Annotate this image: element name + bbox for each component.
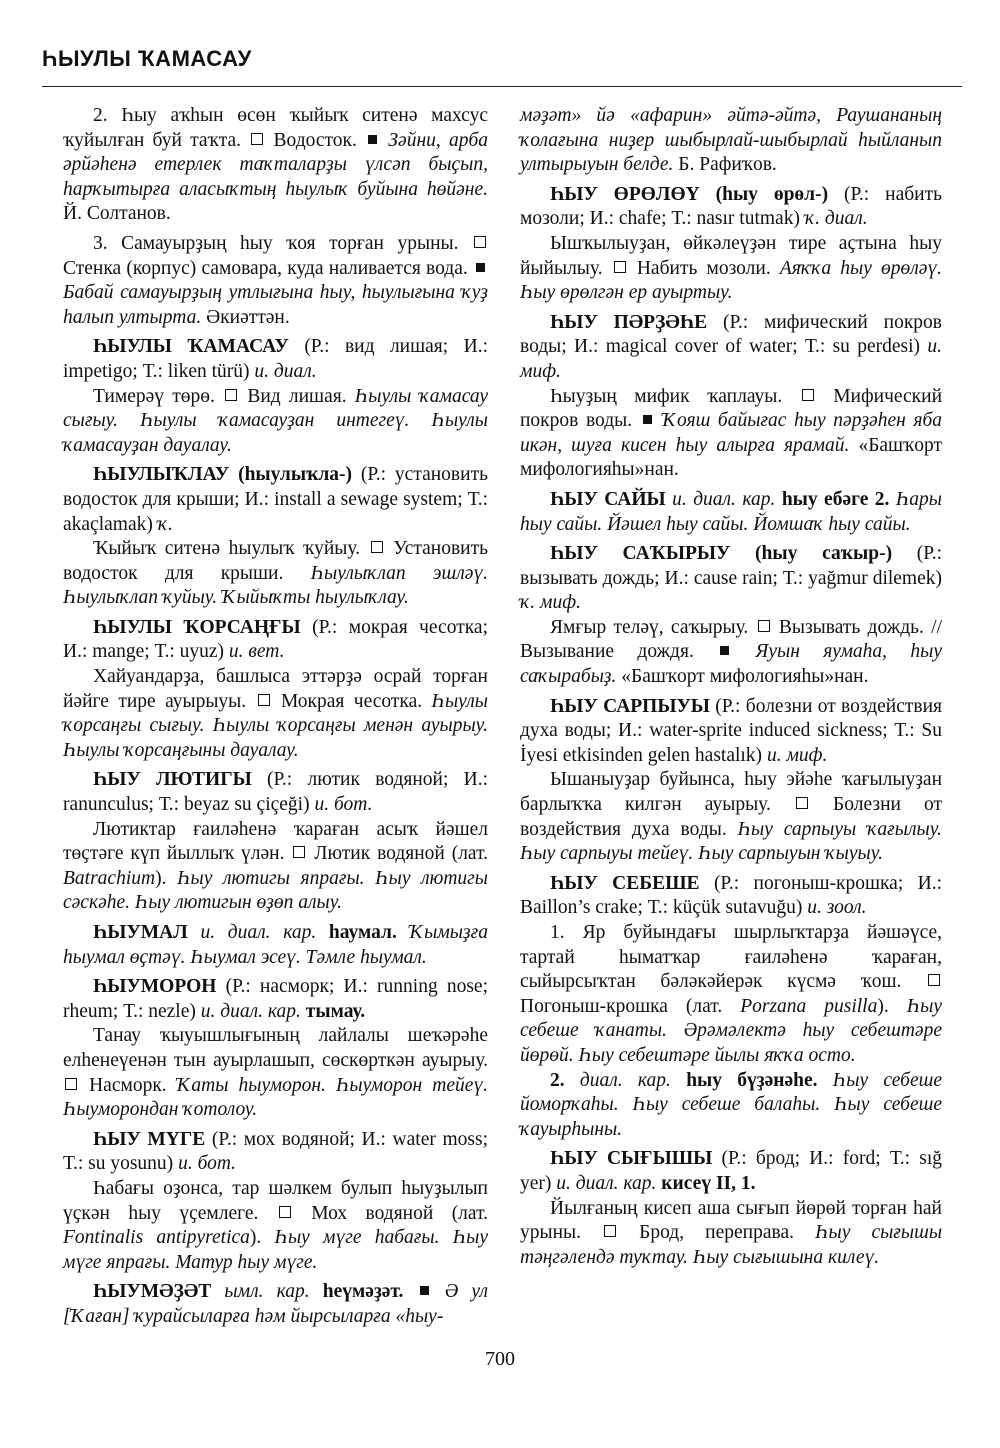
running-head: ҺЫУЛЫ ҠАМАСАУ — [42, 46, 252, 71]
entry-header: ҺЫУ СЕБЕШЕ (Р.: погоныш-крошка; И.: Baillon’s crake; Т.: küçük sutavuğu) и. зоол. — [520, 872, 942, 919]
example-marker-icon — [420, 1286, 429, 1295]
entry-header: ҺЫУ САРПЫУЫ (Р.: болезни от воздействия духа воды; И.: water-sprite induced sickness; Т.: Su İyesi etkisinden gelen hastalık) и. миф. — [520, 695, 943, 766]
russian-equivalent-icon — [371, 541, 383, 553]
entry-header: ҺЫУ ӨРӨЛӨҮ (һыу өрөл-) (Р.: набить мозоли; И.: chafe; Т.: nasır tutmak) ҡ. диал. — [520, 183, 942, 230]
headword: ҺЫУ ПӘРҘӘҺЕ — [550, 311, 708, 333]
entry-header: ҺЫУ САҠЫРЫУ (һыу саҡыр-) (Р.: вызывать дождь; И.: cause rain; Т.: yağmur dilemek) ҡ. миф. — [520, 543, 942, 614]
headword: ҺЫУЛЫ ҠОРСАҢҒЫ — [93, 616, 301, 638]
russian-equivalent-icon — [614, 261, 626, 273]
russian-equivalent-icon — [251, 133, 263, 145]
entry-body: Ҡыйыҡ ситенә һыулыҡ ҡуйыу. Установить водосток для крыши. Һыулыҡлап эшләү. Һыулыҡлап ҡуйыу. Ҡыйыҡты һыулыҡлау. — [63, 538, 489, 609]
headword: ҺЫУ СЫҒЫШЫ — [550, 1148, 713, 1170]
entry-body: Һыуҙың мифик ҡаплауы. Мифический покров воды. Ҡояш байығас һыу пәрҙәһен яба икән, шуға кисен һыу алырға ярамай. «Башҡорт мифологияһы»нан. — [520, 385, 943, 481]
russian-equivalent-icon — [758, 620, 770, 632]
right-column — [520, 104, 942, 1270]
entry-body: Ышаныуҙар буйынса, һыу эйәһе ҡағылыуҙан барлыҡҡа килгән ауырыу. Болезни от воздействия духа воды. Һыу сарпыуы ҡағылыу. Һыу сарпыуы тейеү. Һыу сарпыуын ҡыуыу. — [520, 769, 943, 865]
headword: ҺЫУМӘҘӘТ — [93, 1281, 212, 1303]
sense-paragraph: 3. Самауырҙың һыу ҡоя торған урыны. Стенка (корпус) самовара, куда наливается вода. Бабай самауырҙың утлығына һыу, һыулығына ҡуҙ һалып ултырта. Әкиәттән. — [63, 232, 488, 328]
entry-header: ҺЫУМОРОН (Р.: насморк; И.: running nose; rheum; Т.: nezle) и. диал. кар. тымау. — [63, 976, 488, 1022]
entry-body: Ямғыр теләү, саҡырыу. Вызывать дождь. // Вызывание дождя. Яуын яумаһа, һыу саҡырабыҙ. «Башҡорт мифологияһы»нан. — [520, 616, 943, 688]
entry-body: Танау ҡыуышлығының лайлалы шеҡәрәһе елһенеүенән тын ауырлашып, сөскөрткән ауырыу. Насморк. Ҡаты һыуморон. Һыуморон тейеү. Һыуморондан ҡотолоу. — [63, 1025, 489, 1121]
russian-equivalent-icon — [279, 1206, 291, 1218]
continued-citation: мәҙәт» йә «афарин» әйтә-әйтә, Раушананың ҡолағына ниҙер шыбырлай-шыбырлай һыйланып ултырыуын белде. Б. Рафиҡов. — [520, 105, 942, 176]
headword: ҺЫУ МҮГЕ — [93, 1128, 206, 1150]
headword: ҺЫУМАЛ — [93, 922, 188, 943]
russian-equivalent-icon — [928, 974, 940, 986]
entry-header: ҺЫУ САЙЫ и. диал. кар. һыу ебәге 2. Һары һыу сайы. Йәшел һыу сайы. Йомшаҡ һыу сайы. — [520, 488, 942, 535]
entry-body: Һабағы оҙонса, тар шәлкем булып һыуҙылып үҫкән һыу үҫемлеге. Мох водяной (лат. Fontinalis antipyretica). Һыу мүге һабағы. Һыу мүге япрағы. Матур һыу мүге. — [63, 1177, 489, 1273]
headword: ҺЫУ ЛЮТИГЫ — [93, 769, 252, 791]
entry-body: Йылғаның кисеп аша сығып йөрөй торған һай урыны. Брод, переправа. Һыу сығышы тәңгәлендә туҡтау. Һыу сығышына килеү. — [520, 1197, 943, 1268]
entry-header: ҺЫУЛЫ ҠАМАСАУ (Р.: вид лишая; И.: impetigo; Т.: liken türü) и. диал. — [63, 336, 488, 382]
headword: ҺЫУЛЫҠЛАУ (һыулыҡла-) — [93, 464, 353, 486]
entry-header: ҺЫУМӘҘӘТ ымл. кар. һеүмәҙәт. Ә ул [Ҡаған] ҡурайсыларға һәм йырсыларға «һыу- — [63, 1281, 489, 1327]
example-marker-icon — [476, 263, 485, 272]
sense-paragraph: 2. Һыу аҡһын өсөн ҡыйыҡ ситенә махсус ҡуйылған буй таҡта. Водосток. Зәйни, арба әрйәһенә етерлек таҡталарҙы үлсәп быҫып, һарҡытырға аласыҡтың һыулыҡ буйына һөйәне. Й. Солтанов. — [63, 105, 489, 225]
russian-equivalent-icon — [604, 1225, 616, 1237]
header-rule — [42, 86, 962, 87]
entry-header: ҺЫУ МҮГЕ (Р.: мох водяной; И.: water moss; Т.: su yosunu) и. бот. — [63, 1128, 488, 1175]
example-marker-icon — [643, 415, 652, 424]
russian-equivalent-icon — [225, 389, 237, 401]
left-column — [63, 104, 488, 1330]
headword: ҺЫУ ӨРӨЛӨҮ (һыу өрөл-) — [550, 183, 829, 205]
sense-paragraph: 1. Яр буйындағы шырлыҡтарҙа йәшәүсе, тартай һыматҡар ғаиләһенә ҡараған, сыйырсыҡтан бәләкәйерәк күсмә ҡош. Погоныш-крошка (лат. Porzana pusilla). Һыу себеше ҡанаты. Әрәмәлектә һыу себештәре йөрөй. Һыу себештәре йылы яҡҡа осто. — [520, 922, 942, 1066]
entry-header: ҺЫУ ПӘРҘӘҺЕ (Р.: мифический покров воды; И.: magical cover of water; Т.: su perdesi) и. миф. — [520, 311, 942, 382]
headword: ҺЫУ САҠЫРЫУ (һыу саҡыр-) — [550, 543, 893, 565]
entry-header: ҺЫУМАЛ и. диал. кар. һаумал. Ҡымыҙға һыумал өҫтәү. Һыумал эсеү. Тәмле һыумал. — [63, 922, 488, 968]
russian-equivalent-icon — [258, 694, 270, 706]
headword: ҺЫУМОРОН — [93, 976, 217, 998]
entry-header: ҺЫУЛЫ ҠОРСАҢҒЫ (Р.: мокрая чесотка; И.: mange; Т.: uyuz) и. вет. — [63, 616, 488, 663]
entry-body: Хайуандарҙа, башлыса эттәрҙә осрай торған йәйге тире ауырыуы. Мокрая чесотка. Һыулы ҡорсаңғы сығыу. Һыулы ҡорсаңғы менән ауырыу. Һыулы ҡорсаңғыны дауалау. — [63, 666, 488, 761]
russian-equivalent-icon — [802, 389, 814, 401]
headword: ҺЫУ СЕБЕШЕ — [550, 872, 700, 894]
entry-header: ҺЫУ ЛЮТИГЫ (Р.: лютик водяной; И.: ranunculus; Т.: beyaz su çiçeği) и. бот. — [63, 769, 489, 816]
page-number: 700 — [485, 1348, 515, 1370]
russian-equivalent-icon — [293, 846, 305, 858]
russian-equivalent-icon — [796, 797, 808, 809]
sense-paragraph: 2. диал. кар. һыу бүҙәнәһе. Һыу себеше йоморҡаһы. Һыу себеше балаһы. Һыу себеше ҡауырһыны. — [520, 1069, 942, 1140]
example-marker-icon — [368, 135, 377, 144]
russian-equivalent-icon — [65, 1078, 77, 1090]
entry-body: Ышҡылыуҙан, өйкәлеүҙән тире аҫтына һыу йыйылыу. Набить мозоли. Аяҡҡа һыу өрөләү. Һыу өрөлгән ер ауыртыу. — [520, 232, 943, 304]
headword: ҺЫУ САЙЫ — [550, 488, 666, 510]
headword: ҺЫУ САРПЫУЫ — [550, 695, 710, 717]
entry-header: ҺЫУЛЫҠЛАУ (һыулыҡла-) (Р.: установить водосток для крыши; И.: install a sewage system; Т.: akaçlamak) ҡ. — [63, 464, 488, 535]
entry-header: ҺЫУ СЫҒЫШЫ (Р.: брод; И.: ford; Т.: sığ yer) и. диал. кар. кисеү II, 1. — [520, 1148, 942, 1194]
entry-body: Тимерәү төрө. Вид лишая. Һыулы ҡамасау сығыу. Һыулы ҡамасауҙан интегеү. Һыулы ҡамасауҙан дауалау. — [63, 385, 489, 456]
headword: ҺЫУЛЫ ҠАМАСАУ — [93, 336, 289, 358]
example-marker-icon — [720, 646, 729, 655]
russian-equivalent-icon — [474, 236, 486, 248]
entry-body: Лютиктар ғаиләһенә ҡараған асыҡ йәшел төҫтәге күп йыллыҡ үлән. Лютик водяной (лат. Batrachium). Һыу лютигы япрағы. Һыу лютигы сәскәһе. Һыу лютигын өҙөп алыу. — [63, 818, 489, 914]
